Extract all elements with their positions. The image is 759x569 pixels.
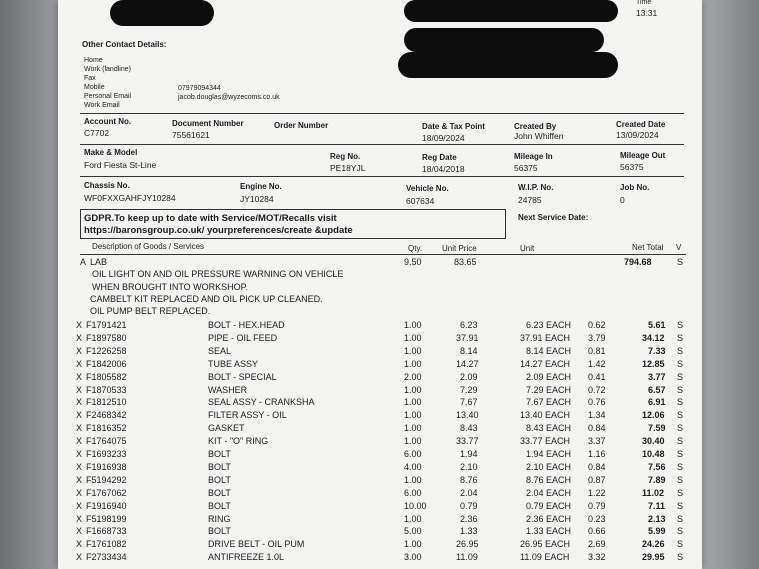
note-text: WHEN BROUGHT INTO WORKSHOP.	[92, 282, 249, 292]
cell-net: 24.26	[642, 539, 665, 550]
cell-desc: DRIVE BELT - OIL PUM	[208, 539, 305, 550]
labour-row	[58, 257, 702, 269]
cell-v: S	[677, 345, 684, 356]
cell-part: F1916938	[86, 461, 127, 472]
created-date: 13/09/2024	[616, 130, 659, 140]
cell-price: 13.40	[456, 410, 479, 421]
cell-disc: 0.72	[588, 384, 606, 395]
cell-desc: BOLT	[208, 526, 231, 537]
cell-v: S	[677, 449, 684, 459]
cell-unit: 2.09 EACH	[526, 371, 572, 382]
cell-price: 8.14	[460, 345, 478, 356]
cell-price: 37.91	[456, 332, 479, 343]
cell-qty: 2.00	[404, 371, 422, 382]
cell-desc: KIT - "O" RING	[208, 436, 269, 447]
divider	[80, 176, 684, 177]
cell-price: 14.27	[456, 358, 479, 369]
contact-label: Personal Email	[84, 93, 132, 100]
cell-unit: 37.91 EACH	[520, 332, 571, 343]
table-row	[58, 423, 702, 435]
redaction-mark	[404, 28, 604, 52]
table-row	[58, 449, 702, 461]
cell-qty: 10.00	[404, 500, 427, 511]
labour-code: A	[80, 257, 87, 267]
cell-price: 26.95	[456, 539, 479, 550]
cell-desc: WASHER	[208, 384, 248, 395]
table-row	[58, 488, 702, 500]
cell-unit: 6.23 EACH	[526, 320, 572, 330]
cell-part: F2468342	[86, 410, 127, 421]
cell-mark: X	[76, 513, 83, 524]
contact-label: Work (landline)	[84, 66, 131, 73]
mobile-number: 07979094344	[178, 85, 221, 92]
cell-mark: X	[76, 397, 83, 408]
col-net-header: Net Total	[632, 243, 664, 252]
make-model: Ford Fiesta St-Line	[84, 160, 157, 170]
background-right	[699, 0, 759, 569]
table-row	[58, 385, 702, 397]
cell-desc: TUBE ASSY	[208, 358, 259, 369]
cell-unit: 0.79 EACH	[526, 500, 572, 511]
labour-qty: 9.50	[404, 257, 422, 267]
note-text: OIL PUMP BELT REPLACED.	[90, 306, 211, 316]
col-desc-header: Description of Goods / Services	[92, 242, 205, 251]
engine-no: JY10284	[240, 194, 274, 204]
cell-mark: X	[76, 332, 83, 343]
cell-desc: FILTER ASSY - OIL	[208, 410, 287, 421]
cell-mark: X	[76, 371, 83, 382]
chassis-no: WF0FXXGAHFJY10284	[84, 193, 176, 203]
order-no-label: Order Number	[274, 121, 329, 130]
cell-v: S	[677, 487, 684, 498]
cell-price: 1.33	[460, 526, 478, 537]
cell-disc: 0.79	[588, 500, 606, 511]
table-row	[58, 514, 702, 526]
cell-disc: 0.81	[588, 345, 606, 356]
table-row	[58, 552, 702, 564]
contact-label: Home	[84, 57, 103, 64]
cell-net: 12.85	[642, 358, 665, 369]
col-v-header: V	[676, 243, 682, 252]
cell-unit: 1.94 EACH	[526, 449, 572, 459]
cell-unit: 1.33 EACH	[526, 526, 572, 537]
cell-disc: 0.87	[588, 474, 606, 485]
cell-unit: 11.09 EACH	[520, 552, 570, 563]
cell-disc: 0.62	[588, 320, 606, 330]
cell-part: F1816352	[86, 423, 127, 434]
labour-name: LAB	[90, 257, 108, 267]
contact-email: jacob.douglas@wyzecoms.co.uk	[178, 94, 280, 101]
col-unit-header: Unit	[520, 244, 535, 253]
created-by: John Whiffen	[514, 131, 564, 141]
cell-qty: 1.00	[404, 397, 422, 408]
cell-part: F1897580	[86, 332, 127, 343]
cell-desc: BOLT	[208, 449, 231, 459]
labour-note	[58, 282, 702, 294]
cell-unit: 7.67 EACH	[526, 397, 572, 408]
cell-price: 2.04	[460, 487, 478, 498]
mileage-in-label: Mileage In	[514, 152, 553, 161]
cell-price: 8.43	[460, 423, 478, 434]
note-text: OIL LIGHT ON AND OIL PRESSURE WARNING ON VEHICLE	[92, 269, 344, 279]
cell-disc: 1.16	[588, 449, 606, 459]
cell-part: F1668733	[86, 526, 127, 537]
cell-net: 29.95	[642, 552, 665, 563]
cell-qty: 6.00	[404, 449, 422, 459]
cell-part: F1693233	[86, 449, 127, 459]
table-row	[58, 462, 702, 474]
mileage-in: 56375	[514, 163, 538, 173]
cell-net: 6.57	[648, 384, 666, 395]
cell-qty: 1.00	[404, 332, 422, 343]
cell-v: S	[677, 397, 684, 408]
cell-mark: X	[76, 345, 83, 356]
account-no-label: Account No.	[84, 117, 132, 126]
cell-disc: 0.84	[588, 423, 606, 434]
cell-unit: 8.43 EACH	[526, 423, 572, 434]
cell-disc: 1.42	[588, 358, 606, 369]
cell-price: 2.10	[460, 461, 478, 472]
cell-desc: RING	[208, 513, 231, 524]
cell-net: 11.02	[642, 487, 665, 498]
cell-disc: 0.23	[588, 513, 606, 524]
created-by-label: Created By	[514, 122, 557, 131]
cell-qty: 1.00	[404, 423, 422, 434]
next-service-label: Next Service Date:	[518, 213, 589, 222]
cell-part: F1812510	[86, 397, 127, 408]
cell-net: 5.61	[648, 320, 666, 330]
cell-qty: 5.00	[404, 526, 422, 537]
table-row	[58, 410, 702, 422]
cell-net: 34.12	[642, 332, 665, 343]
cell-v: S	[677, 436, 684, 447]
time-value: 13:31	[636, 8, 658, 18]
doc-no-label: Document Number	[172, 119, 244, 128]
divider	[80, 113, 684, 114]
contact-label: Mobile	[84, 84, 105, 91]
cell-part: F2733434	[86, 552, 127, 563]
cell-desc: BOLT	[208, 461, 231, 472]
cell-unit: 2.36 EACH	[526, 513, 572, 524]
cell-net: 3.77	[648, 371, 666, 382]
time-label: Time	[636, 0, 652, 6]
cell-part: F1916940	[86, 500, 127, 511]
make-label: Make & Model	[84, 148, 138, 157]
contact-label: Fax	[84, 75, 96, 82]
cell-desc: BOLT - SPECIAL	[208, 371, 277, 382]
labour-price: 83.65	[454, 257, 477, 267]
cell-desc: GASKET	[208, 423, 245, 434]
cell-net: 7.11	[648, 500, 666, 511]
cell-v: S	[677, 332, 684, 343]
cell-v: S	[677, 423, 684, 434]
cell-net: 7.89	[648, 474, 666, 485]
note-text: CAMBELT KIT REPLACED AND OIL PICK UP CLEANED.	[90, 294, 323, 304]
chassis-label: Chassis No.	[84, 181, 130, 190]
cell-price: 6.23	[460, 320, 478, 330]
cell-disc: 1.22	[588, 487, 606, 498]
redaction-mark	[404, 0, 618, 22]
cell-qty: 1.00	[404, 513, 422, 524]
job-label: Job No.	[620, 183, 650, 192]
col-qty-header: Qty.	[408, 244, 423, 253]
cell-part: F5198199	[86, 513, 127, 524]
cell-unit: 2.04 EACH	[526, 487, 572, 498]
cell-disc: 2.69	[588, 539, 606, 550]
cell-price: 2.36	[460, 513, 478, 524]
table-row	[58, 359, 702, 371]
cell-net: 7.56	[648, 461, 666, 472]
cell-mark: X	[76, 436, 83, 447]
mileage-out-label: Mileage Out	[620, 151, 666, 160]
redaction-mark	[110, 0, 214, 26]
reg-date-label: Reg Date	[422, 153, 457, 162]
cell-qty: 1.00	[404, 358, 422, 369]
cell-mark: X	[76, 539, 83, 550]
cell-part: F1842006	[86, 358, 127, 369]
cell-mark: X	[76, 461, 83, 472]
cell-mark: X	[76, 552, 83, 563]
cell-desc: SEAL	[208, 345, 232, 356]
doc-no: 75561621	[172, 130, 210, 140]
cell-price: 7.67	[460, 397, 478, 408]
cell-mark: X	[76, 526, 83, 537]
cell-mark: X	[76, 500, 83, 511]
cell-desc: PIPE - OIL FEED	[208, 332, 278, 343]
cell-qty: 1.00	[404, 410, 422, 421]
cell-unit: 26.95 EACH	[520, 539, 571, 550]
table-row	[58, 397, 702, 409]
cell-desc: SEAL ASSY - CRANKSHA	[208, 397, 315, 408]
cell-v: S	[677, 474, 684, 485]
cell-unit: 14.27 EACH	[520, 358, 571, 369]
table-row	[58, 526, 702, 538]
vehicle-no: 607634	[406, 196, 435, 206]
cell-price: 7.29	[460, 384, 478, 395]
cell-unit: 33.77 EACH	[520, 436, 571, 447]
created-date-label: Created Date	[616, 120, 666, 129]
cell-price: 1.94	[460, 449, 478, 459]
table-row	[58, 346, 702, 358]
cell-qty: 4.00	[404, 461, 422, 472]
table-row	[58, 333, 702, 345]
reg-label: Reg No.	[330, 152, 361, 161]
cell-mark: X	[76, 384, 83, 395]
cell-v: S	[677, 461, 684, 472]
mileage-out: 56375	[620, 162, 644, 172]
vehicle-no-label: Vehicle No.	[406, 184, 449, 193]
cell-unit: 13.40 EACH	[520, 410, 571, 421]
cell-part: F1791421	[86, 320, 127, 330]
cell-desc: BOLT	[208, 474, 231, 485]
cell-mark: X	[76, 410, 83, 421]
cell-desc: BOLT - HEX.HEAD	[208, 320, 285, 330]
cell-unit: 2.10 EACH	[526, 461, 572, 472]
cell-mark: X	[76, 474, 83, 485]
cell-disc: 3.37	[588, 436, 606, 447]
cell-desc: ANTIFREEZE 1.0L	[208, 552, 285, 563]
cell-v: S	[677, 552, 684, 563]
col-price-header: Unit Price	[442, 244, 477, 253]
cell-net: 30.40	[642, 436, 665, 447]
cell-desc: BOLT	[208, 487, 231, 498]
cell-qty: 1.00	[404, 345, 422, 356]
table-row	[58, 475, 702, 487]
cell-unit: 8.14 EACH	[526, 345, 572, 356]
cell-mark: X	[76, 423, 83, 434]
table-row	[58, 372, 702, 384]
cell-v: S	[677, 371, 684, 382]
contact-title: Other Contact Details:	[82, 40, 167, 49]
labour-note	[58, 306, 702, 318]
cell-qty: 1.00	[404, 539, 422, 550]
cell-qty: 1.00	[404, 384, 422, 395]
cell-desc: BOLT	[208, 500, 231, 511]
table-row	[58, 436, 702, 448]
cell-disc: 0.84	[588, 461, 606, 472]
cell-price: 11.09	[456, 552, 478, 563]
cell-qty: 6.00	[404, 487, 422, 498]
cell-price: 2.09	[460, 371, 478, 382]
cell-v: S	[677, 384, 684, 395]
cell-disc: 3.32	[588, 552, 606, 563]
cell-mark: X	[76, 449, 83, 459]
date-tax: 18/09/2024	[422, 133, 465, 143]
labour-vat: S	[677, 257, 684, 267]
cell-disc: 0.76	[588, 397, 606, 408]
cell-part: F1805582	[86, 371, 127, 382]
cell-disc: 0.41	[588, 371, 606, 382]
cell-disc: 1.34	[588, 410, 606, 421]
job-no: 0	[620, 195, 625, 205]
contact-labels	[84, 56, 131, 110]
cell-net: 5.99	[648, 526, 666, 537]
cell-price: 8.76	[460, 474, 478, 485]
divider	[80, 144, 684, 145]
table-row	[58, 539, 702, 551]
engine-label: Engine No.	[240, 182, 282, 191]
cell-v: S	[677, 513, 684, 524]
cell-qty: 1.00	[404, 474, 422, 485]
cell-qty: 1.00	[404, 320, 422, 330]
cell-net: 12.06	[642, 410, 665, 421]
cell-price: 33.77	[456, 436, 479, 447]
labour-note	[58, 294, 702, 306]
cell-disc: 0.66	[588, 526, 606, 537]
labour-net: 794.68	[624, 257, 652, 267]
cell-qty: 3.00	[404, 552, 422, 563]
cell-price: 0.79	[460, 500, 478, 511]
contact-label: Work Email	[84, 102, 120, 109]
cell-v: S	[677, 539, 684, 550]
cell-v: S	[677, 500, 684, 511]
table-row	[58, 501, 702, 513]
background-left	[0, 0, 60, 569]
cell-part: F1767062	[86, 487, 127, 498]
table-row	[58, 320, 702, 332]
cell-part: F1226258	[86, 345, 127, 356]
account-no: C7702	[84, 128, 110, 138]
reg-no: PE18YJL	[330, 163, 366, 173]
cell-part: F1870533	[86, 384, 127, 395]
cell-net: 7.33	[648, 345, 666, 356]
date-tax-label: Date & Tax Point	[422, 122, 485, 131]
cell-qty: 1.00	[404, 436, 422, 447]
wip-label: W.I.P. No.	[518, 183, 554, 192]
gdpr-line-2: https://baronsgroup.co.uk/ yourpreferences/create &update	[84, 225, 353, 236]
table-header-rule	[80, 254, 686, 255]
wip-no: 24785	[518, 195, 542, 205]
cell-net: 7.59	[648, 423, 666, 434]
cell-part: F5194292	[86, 474, 127, 485]
cell-mark: X	[76, 358, 83, 369]
cell-mark: X	[76, 320, 83, 330]
reg-date: 18/04/2018	[422, 164, 465, 174]
cell-net: 10.48	[642, 449, 665, 459]
cell-net: 6.91	[648, 397, 666, 408]
cell-v: S	[677, 526, 684, 537]
invoice-document	[58, 0, 702, 569]
cell-part: F1764075	[86, 436, 127, 447]
cell-unit: 7.29 EACH	[526, 384, 572, 395]
cell-disc: 3.79	[588, 332, 606, 343]
labour-note	[58, 269, 702, 281]
cell-part: F1761082	[86, 539, 127, 550]
cell-v: S	[677, 410, 684, 421]
gdpr-line-1: GDPR.To keep up to date with Service/MOT/Recalls visit	[84, 213, 337, 224]
cell-v: S	[677, 358, 684, 369]
cell-v: S	[677, 320, 684, 330]
redaction-mark	[398, 52, 618, 78]
cell-mark: X	[76, 487, 83, 498]
cell-unit: 8.76 EACH	[526, 474, 572, 485]
cell-net: 2.13	[648, 513, 666, 524]
